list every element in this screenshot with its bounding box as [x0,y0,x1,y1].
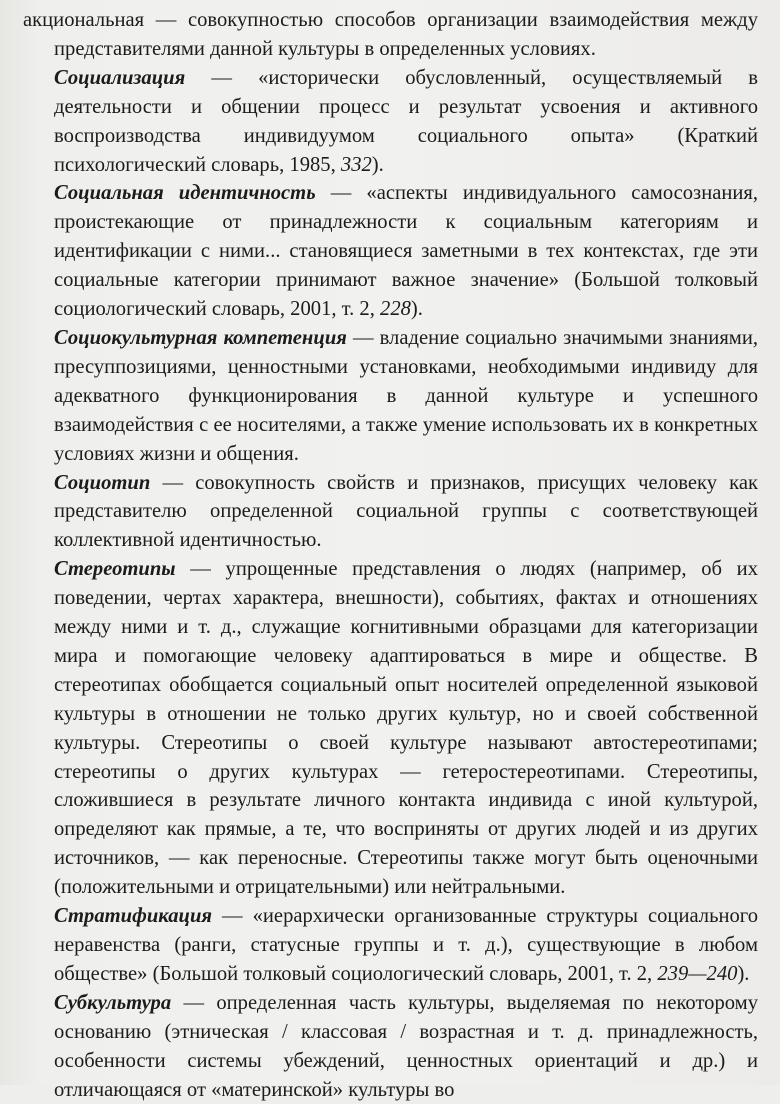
entry-dash: — [185,66,259,89]
entry-sociotype [54,469,758,556]
entry-dash: — [212,905,253,928]
entry-dash: — [150,471,196,494]
entry-page-ref: 239—240 [657,962,738,985]
entry-stereotypes [54,555,758,902]
entry-term: Стратификация [54,905,213,928]
entry-dash: — [175,558,226,581]
entry-text: определенная часть культуры, выделяемая по некоторому основанию (этническая / классовая / возрастная и т. д. принадлежность, особенности системы убеждений, ценностных ориентаций и др.) и отличающаяся от «материнской» культуры во [54,991,758,1101]
entry-term: Социализация [54,66,186,89]
entry-page-ref: 332 [340,153,372,176]
entry-term: Субкультура [54,991,172,1014]
entry-stratification [54,902,758,989]
entry-page-ref: 228 [380,298,411,321]
entry-dash: — [315,182,367,205]
entry-continuation [23,6,758,64]
entry-dash: — [346,326,380,349]
entry-sociocultural-competence [54,324,758,469]
entry-term: Социальная идентичность [54,182,316,205]
entry-socialization [54,64,758,180]
entry-dash: — [171,991,217,1014]
entry-text: «иерархически организованные структуры социального неравенства (ранги, статусные группы и т. д.), существующие в любом обществе» (Большой толковый социологический словарь, 2001, т. 2, [54,905,759,985]
entry-text: «аспекты индивидуального самосознания, проистекающие от принадлежности к социальным категориям и идентификации с ними... становящиеся заметными в тех контекстах, где эти социальные категории принимают важное значение» (Большой толковый социологический словарь, 2001, т. 2, [54,182,759,321]
entry-subculture [54,989,758,1104]
entry-text: совокупность свойств и признаков, присущих человеку как представителю определенной социальной группы с соответствующей коллективной идентичностью. [54,471,759,552]
entry-text: упрощенные представления о людях (например, об их поведении, чертах характера, внешности), событиях, фактах и отношениях между ними и т. д., служащие когнитивными образцами для категоризации мира и помогающие человеку адаптироваться в мире и обществе. В стереотипах обобщается социальный опыт носителей определенной языковой культуры в отношении не только других культур, но и своей собственной культуры. Стереотипы о своей культуре называют автостереотипами; стереотипы о других культурах — гетеростереотипами. Стереотипы, сложившиеся в результате личного контакта индивида с иной культурой, определяют как прямые, а те, что восприняты от других людей и из других источников, — как переносные. Стереотипы также могут быть оценочными (положительными и отрицательными) или нейтральными. [54,558,759,899]
entry-term: Социокультурная компетенция [54,326,347,349]
entry-term: Стереотипы [54,558,176,581]
entry-social-identity [54,179,758,324]
entry-term: Социотип [54,471,151,494]
entry-end: ). [371,153,384,176]
entry-text: «исторически обусловленный, осуществляемый в деятельности и общении процесс и результат усвоения и активного воспроизводства индивидуумом социального опыта» (Краткий психологический словарь, 1985, [54,66,758,176]
entry-text: акциональная — совокупностью способов организации взаимодействия между представителями данной культуры в определенных условиях. [23,9,758,60]
entry-end: ). [737,962,750,985]
entry-text: владение социально значимыми знаниями, пресуппозициями, ценностными установками, необходимыми индивиду для адекватного функционирования в данной культуре и успешного взаимодействия с ее носителями, а также умение использовать их в конкретных условиях жизни и общения. [54,326,758,465]
entry-end: ). [410,298,423,321]
